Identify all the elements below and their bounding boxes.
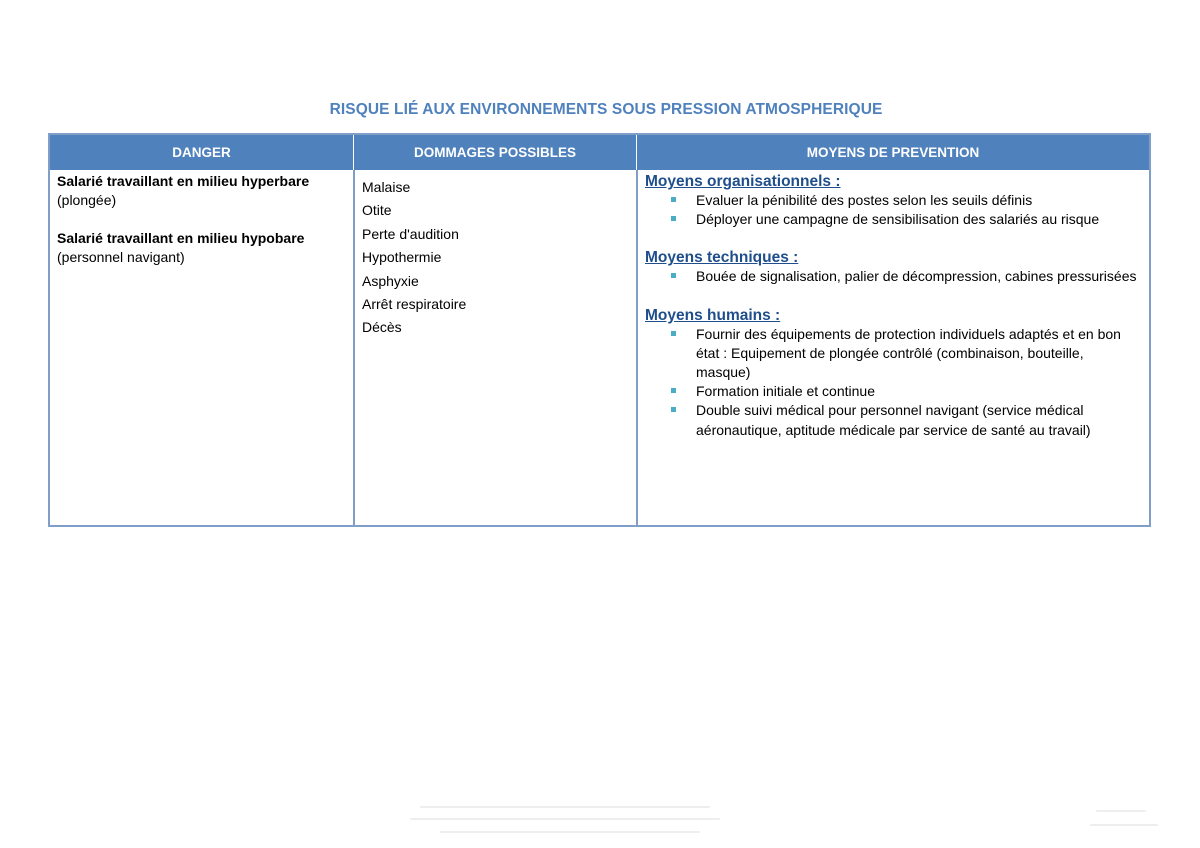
- square-bullet-icon: [671, 273, 676, 278]
- document-title: RISQUE LIÉ AUX ENVIRONNEMENTS SOUS PRESSION ATMOSPHERIQUE: [329, 101, 883, 118]
- header-danger: DANGER: [172, 145, 231, 160]
- damage-item: Décès: [362, 319, 402, 336]
- footer-smudge: [410, 818, 720, 820]
- bullet-text: Evaluer la pénibilité des postes selon les seuils définis: [696, 192, 1033, 208]
- section-title-technical: Moyens techniques :: [645, 249, 799, 267]
- bullet-list-organisational: [645, 191, 1141, 229]
- header-damages: DOMMAGES POSSIBLES: [353, 135, 636, 170]
- danger-title: Salarié travaillant en milieu hypobare: [57, 230, 305, 246]
- bullet-item: [645, 191, 1141, 210]
- bullet-list-human: [645, 325, 1141, 440]
- square-bullet-icon: [671, 216, 676, 221]
- damages-cell: [353, 170, 636, 525]
- bullet-text: Fournir des équipements de protection individuels adaptés et en bon état : Equipement de plongée contrôlé (combinaison, bouteille, masque): [696, 325, 1121, 381]
- bullet-text: Bouée de signalisation, palier de décompression, cabines pressurisées: [696, 268, 1137, 285]
- bullet-item: [645, 382, 1141, 401]
- bullet-text: Déployer une campagne de sensibilisation des salariés au risque: [696, 211, 1100, 228]
- square-bullet-icon: [671, 331, 676, 336]
- bullet-item: [645, 401, 1141, 439]
- footer-smudge: [1090, 824, 1158, 826]
- bullet-text: Double suivi médical pour personnel navigant (service médical aéronautique, aptitude médicale par service de santé au travail): [696, 402, 1091, 438]
- section-title-organisational: Moyens organisationnels :: [645, 173, 841, 190]
- bullet-text: Formation initiale et continue: [696, 383, 875, 400]
- header-prevention: MOYENS DE PREVENTION: [636, 135, 1149, 170]
- damage-item: Malaise: [362, 179, 411, 195]
- footer-smudge: [1096, 810, 1146, 812]
- prevention-cell: [636, 170, 1149, 525]
- bullet-item: [645, 210, 1141, 229]
- danger-cell: [50, 170, 353, 525]
- footer-smudge: [440, 831, 700, 833]
- footer-smudge: [420, 806, 710, 808]
- damage-item: Hypothermie: [362, 249, 442, 266]
- square-bullet-icon: [671, 407, 676, 412]
- danger-item-hypobare: [57, 229, 345, 267]
- section-title-human: Moyens humains :: [645, 306, 781, 324]
- section-technical: [645, 248, 1141, 286]
- danger-detail: (personnel navigant): [57, 249, 185, 265]
- damage-item: Arrêt respiratoire: [362, 296, 467, 313]
- table-body-row: [50, 170, 1149, 525]
- danger-item-hyperbare: [57, 172, 345, 210]
- damage-item: Otite: [362, 202, 392, 219]
- damage-item: Perte d'audition: [362, 225, 459, 242]
- table-header-row: [50, 135, 1149, 170]
- damage-item: Asphyxie: [362, 272, 419, 289]
- section-human: [645, 306, 1141, 440]
- bullet-list-technical: [645, 267, 1141, 286]
- square-bullet-icon: [671, 197, 676, 202]
- square-bullet-icon: [671, 388, 676, 393]
- risk-table: [48, 133, 1151, 527]
- section-organisational: [645, 172, 1141, 229]
- danger-title: Salarié travaillant en milieu hyperbare: [57, 173, 310, 189]
- danger-detail: (plongée): [57, 192, 117, 208]
- bullet-item: [645, 325, 1141, 383]
- bullet-item: [645, 267, 1141, 286]
